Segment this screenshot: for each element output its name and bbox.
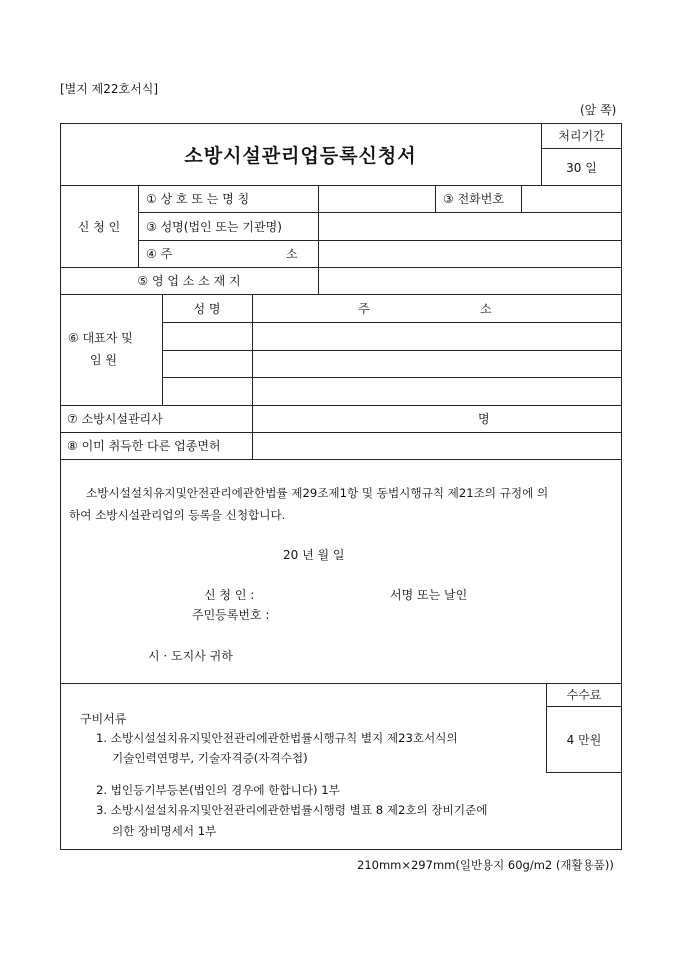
addressee: 시 · 도지사 귀하 (148, 649, 233, 663)
business-location-label: ⑤ 영 업 소 소 재 지 (137, 274, 241, 288)
fee-value: 4 만원 (566, 733, 602, 747)
document-item-3-line-2: 의한 장비명세서 1부 (112, 824, 217, 838)
trade-name-field[interactable] (319, 185, 435, 212)
resident-number-label: 주민등록번호 : (192, 608, 270, 622)
rep-name-header: 성 명 (193, 301, 221, 316)
application-date: 20 년 월 일 (283, 548, 345, 562)
required-documents-title: 구비서류 (80, 712, 127, 726)
rep-row-2[interactable] (163, 351, 621, 377)
document-item-1-line-2: 기술인력연명부, 기술자격증(자격수첩) (112, 751, 308, 765)
declaration-line-1: 소방시설설치유지및안전관리에관한법률 제29조제1항 및 동법시행규칙 제21조의 규정에 의 (86, 486, 549, 500)
form-number: [별지 제22호서식] (60, 82, 158, 96)
applicant-name-label: ③ 성명(법인 또는 기관명) (146, 219, 282, 234)
other-license-label: ⑧ 이미 취득한 다른 업종면허 (67, 439, 221, 453)
fee-label: 수수료 (566, 688, 602, 702)
manager-count-unit: 명 (478, 412, 490, 426)
declaration-line-2: 하여 소방시설관리업의 등록을 신청합니다. (69, 508, 286, 522)
trade-name-label: ① 상 호 또 는 명 칭 (146, 192, 250, 206)
address-label-prefix: ④ 주 (146, 247, 173, 261)
rep-address-header-b: 소 (480, 301, 492, 316)
rep-row-3[interactable] (163, 378, 621, 405)
applicant-name-field[interactable] (319, 212, 621, 240)
rep-row-1[interactable] (163, 323, 621, 350)
signature-or-seal: 서명 또는 날인 (390, 588, 468, 602)
representatives-label-line1: ⑥ 대표자 및 (68, 330, 133, 345)
applicant-section-label: 신 청 인 (77, 219, 121, 234)
document-item-1-line-1: 1. 소방시설설치유지및안전관리에관한법률시행규칙 별지 제23호서식의 (96, 731, 458, 745)
business-location-field[interactable] (319, 267, 621, 294)
document-item-2: 2. 법인등기부등본(법인의 경우에 한합니다) 1부 (96, 783, 340, 797)
address-label-suffix: 소 (286, 247, 298, 261)
fire-facility-manager-label: ⑦ 소방시설관리사 (67, 412, 163, 426)
other-license-field[interactable] (253, 432, 621, 459)
document-item-3-line-1: 3. 소방시설설치유지및안전관리에관한법률시행령 별표 8 제2호의 장비기준에 (96, 803, 488, 817)
processing-period-label: 처리기간 (558, 129, 605, 143)
rep-address-header-a: 주 (358, 301, 370, 316)
paper-spec: 210mm×297mm(일반용지 60g/m2 (재활용품)) (357, 858, 614, 872)
phone-label: ③ 전화번호 (443, 192, 504, 206)
page-side-label: (앞 쪽) (580, 103, 617, 117)
phone-field[interactable] (522, 185, 621, 212)
form-title: 소방시설관리업등록신청서 (184, 144, 417, 167)
processing-period-value: 30 일 (566, 160, 597, 175)
application-form (60, 123, 622, 850)
representatives-label-line2: 임 원 (90, 352, 117, 367)
applicant-signature-label: 신 청 인 : (204, 588, 255, 602)
address-field[interactable] (319, 240, 621, 267)
